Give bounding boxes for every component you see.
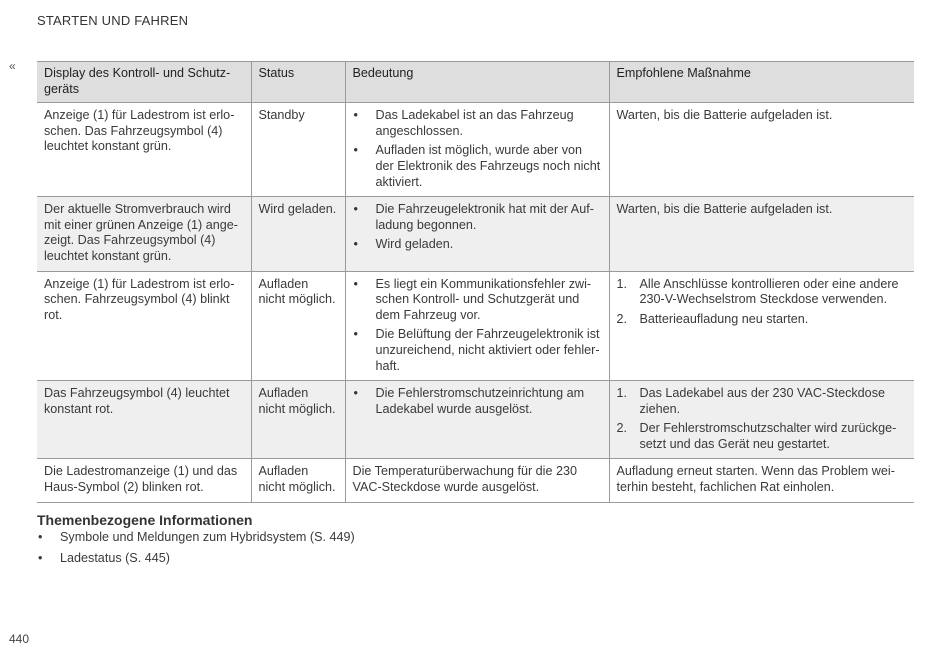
step-text: Batterieaufladung neu starten. <box>639 311 809 326</box>
step-number: 2. <box>616 311 628 326</box>
meaning-list <box>353 386 602 417</box>
list-item <box>617 421 908 452</box>
meaning-cell: Die Temperaturüberwachung für die 230 VAC-Steckdose wurde ausgelöst. <box>345 459 609 502</box>
display-cell: Das Fahrzeugsymbol (4) leuchtet konstant rot. <box>37 381 251 459</box>
step-number: 2. <box>616 421 628 436</box>
column-header-meaning: Bedeutung <box>345 62 609 103</box>
action-steps <box>617 277 908 328</box>
meaning-cell <box>345 103 609 197</box>
action-cell: Warten, bis die Batterie aufgeladen ist. <box>609 103 914 197</box>
table-row <box>37 103 914 197</box>
list-item: • Die Fehlerstromschutzeinrichtung am Ladekabel wurde ausgelöst. <box>353 386 602 417</box>
column-header-status: Status <box>251 62 345 103</box>
step-number: 1. <box>616 386 628 401</box>
status-cell: Aufladen nicht möglich. <box>251 271 345 381</box>
meaning-cell <box>345 381 609 459</box>
table-row <box>37 197 914 271</box>
related-link-hybrid-symbols[interactable]: • Symbole und Meldungen zum Hybridsystem (S. 449) <box>37 530 357 546</box>
action-cell: Warten, bis die Batterie aufgeladen ist. <box>609 197 914 271</box>
step-text: Alle Anschlüsse kontrollieren oder eine andere 230-V-Wechselstrom Steckdose verwenden. <box>639 276 899 307</box>
step-text: Der Fehlerstromschutzschalter wird zurückge-setzt und das Gerät neu gestartet. <box>639 421 897 451</box>
list-item: • Die Fahrzeugelektronik hat mit der Auf-ladung begonnen. <box>353 202 602 233</box>
meaning-cell <box>345 197 609 271</box>
action-cell <box>609 271 914 381</box>
list-item <box>617 277 908 308</box>
list-item <box>617 312 908 328</box>
action-steps <box>617 386 908 452</box>
display-cell: Anzeige (1) für Ladestrom ist erlo-schen. Das Fahrzeugsymbol (4) leuchtet konstant grün. <box>37 103 251 197</box>
charging-status-table <box>37 61 914 503</box>
action-cell: Aufladung erneut starten. Wenn das Problem wei-terhin besteht, fachlichen Rat einholen. <box>609 459 914 502</box>
column-header-action: Empfohlene Maßnahme <box>609 62 914 103</box>
double-chevron-left-icon[interactable]: « <box>9 59 13 73</box>
list-item: • Aufladen ist möglich, wurde aber von der Elektronik des Fahrzeugs noch nicht aktiviert. <box>353 143 602 190</box>
display-cell: Anzeige (1) für Ladestrom ist erlo-schen. Fahrzeugsymbol (4) blinkt rot. <box>37 271 251 381</box>
display-cell: Der aktuelle Stromverbrauch wird mit einer grünen Anzeige (1) ange-zeigt. Das Fahrzeugsymbol (4) leuchtet konstant grün. <box>37 197 251 271</box>
related-title: Themenbezogene Informationen <box>37 512 253 528</box>
related-link-charging-status[interactable]: • Ladestatus (S. 445) <box>37 551 357 567</box>
page-number: 440 <box>9 632 30 646</box>
list-item <box>617 386 908 417</box>
meaning-list <box>353 277 602 375</box>
step-number: 1. <box>616 276 628 291</box>
meaning-list <box>353 108 602 190</box>
status-cell: Wird geladen. <box>251 197 345 271</box>
status-cell: Standby <box>251 103 345 197</box>
list-item: • Wird geladen. <box>353 237 602 253</box>
table-row <box>37 459 914 502</box>
table-row <box>37 271 914 381</box>
table-header-row <box>37 62 914 103</box>
column-header-display: Display des Kontroll- und Schutz-geräts <box>37 62 251 103</box>
action-cell <box>609 381 914 459</box>
meaning-cell <box>345 271 609 381</box>
table-row <box>37 381 914 459</box>
display-cell: Die Ladestromanzeige (1) und das Haus-Symbol (2) blinken rot. <box>37 459 251 502</box>
list-item: • Das Ladekabel ist an das Fahrzeug angeschlossen. <box>353 108 602 139</box>
section-title: STARTEN UND FAHREN <box>37 13 189 28</box>
list-item: • Es liegt ein Kommunikationsfehler zwi-schen Kontroll- und Schutzgerät und dem Fahrzeug vor. <box>353 277 602 324</box>
status-cell: Aufladen nicht möglich. <box>251 381 345 459</box>
meaning-list <box>353 202 602 253</box>
step-text: Das Ladekabel aus der 230 VAC-Steckdose ziehen. <box>639 386 885 416</box>
related-information <box>37 512 357 571</box>
list-item: • Die Belüftung der Fahrzeugelektronik ist unzureichend, nicht aktiviert oder fehler-haft. <box>353 327 602 374</box>
status-cell: Aufladen nicht möglich. <box>251 459 345 502</box>
related-links <box>37 530 357 566</box>
